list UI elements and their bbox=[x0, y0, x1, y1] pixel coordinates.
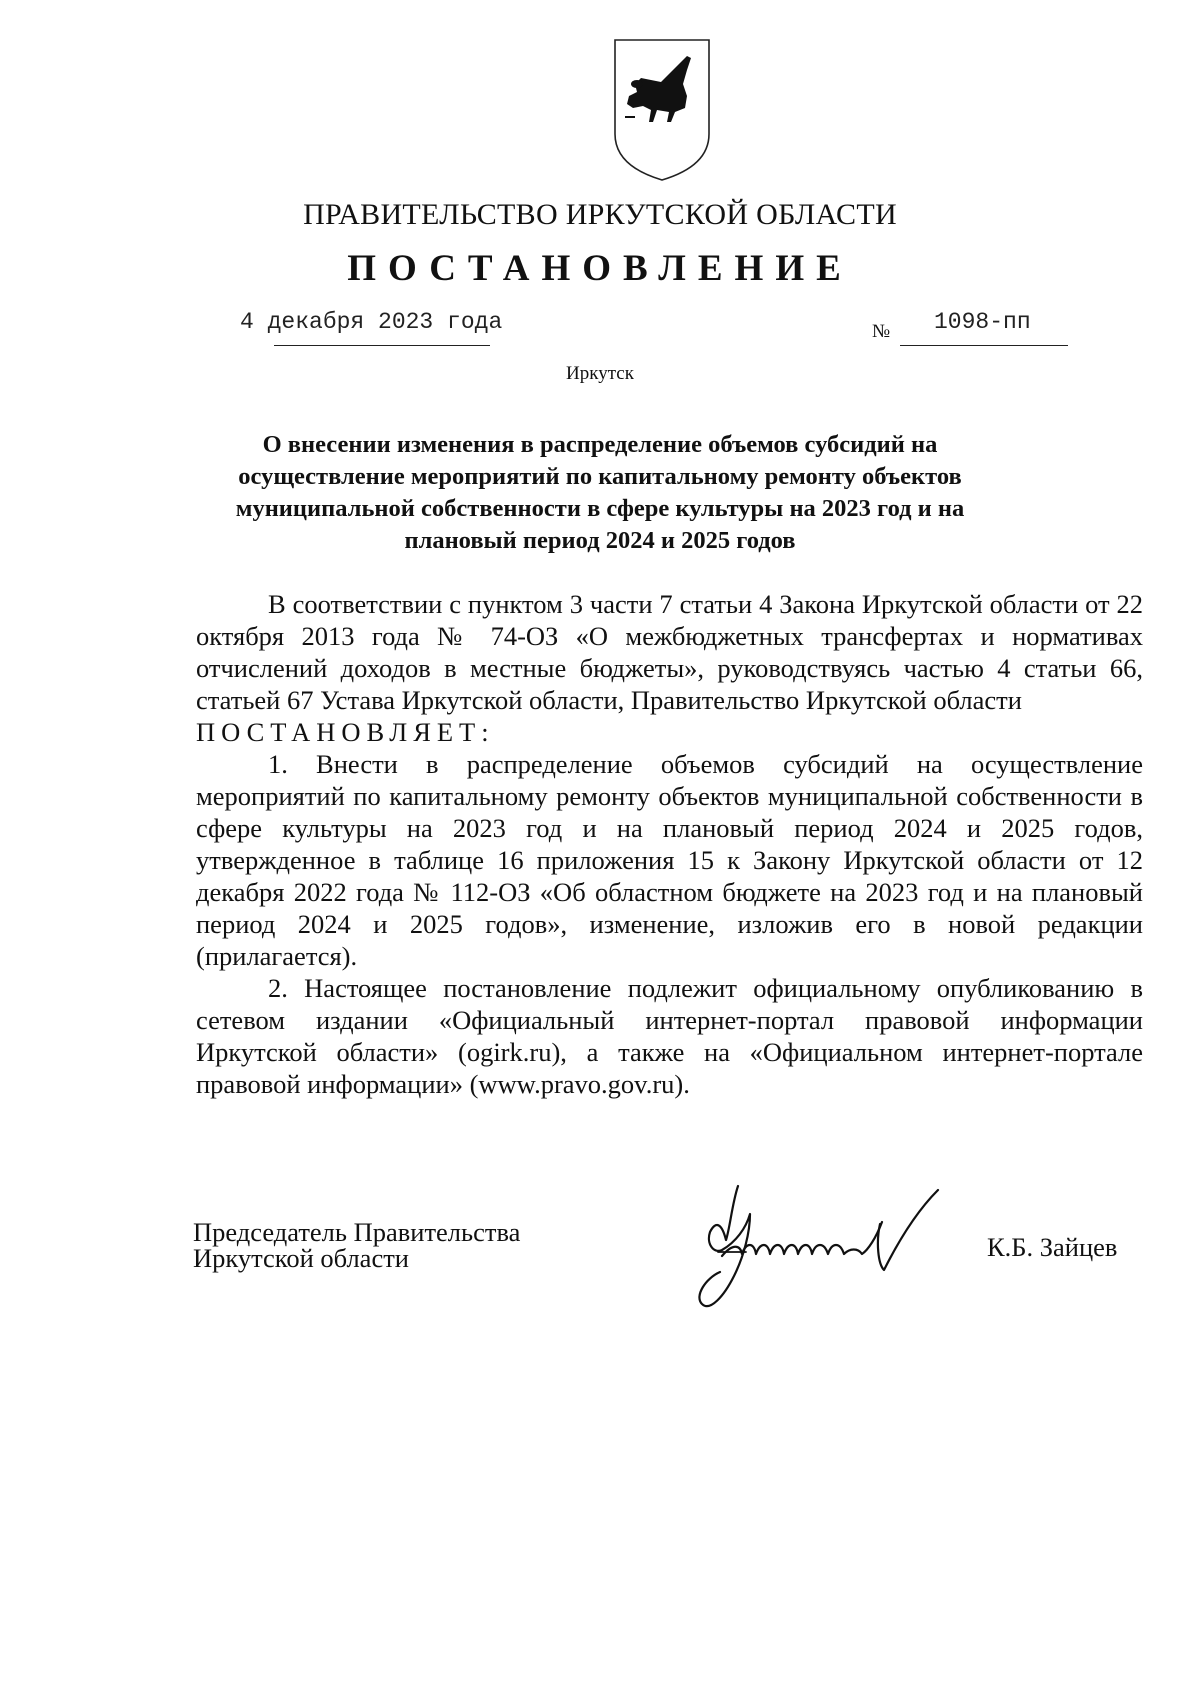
signatory-name: К.Б. Зайцев bbox=[987, 1232, 1118, 1262]
date-text: 4 декабря 2023 года bbox=[240, 309, 503, 335]
document-date bbox=[240, 309, 502, 335]
coat-of-arms-icon bbox=[613, 38, 711, 182]
document-type: ПОСТАНОВЛЕНИЕ bbox=[347, 248, 853, 289]
document-title: О внесении изменения в распределение объемов субсидий на осуществление мероприятий по капитальному ремонту объектов муниципальной собственности в сфере культуры на 2023 год и на плановый период 2024 и 2025 годов bbox=[235, 431, 965, 554]
resolves-heading: ПОСТАНОВЛЯЕТ: bbox=[196, 717, 495, 747]
number-underline bbox=[900, 345, 1068, 346]
handwritten-signature bbox=[692, 1180, 952, 1330]
item-2-paragraph: 2. Настоящее постановление подлежит официальному опубликованию в сетевом издании «Официальный интернет-портал правовой информации Иркутской области» (ogirk.ru), а также на «Официальном интернет-портале правовой информации» (www.pravo.gov.ru). bbox=[196, 973, 1143, 1099]
number-text: 1098-пп bbox=[934, 309, 1031, 335]
document-body bbox=[196, 588, 1143, 1100]
city-name: Иркутск bbox=[566, 363, 634, 384]
number-sign: № bbox=[872, 321, 891, 342]
date-underline bbox=[274, 345, 490, 346]
item-1-paragraph: 1. Внести в распределение объемов субсидий на осуществление мероприятий по капитальному ремонту объектов муниципальной собственности в сфере культуры на 2023 год и на плановый период 2024 и 2025 годов, утвержденное в таблице 16 приложения 15 к Закону Иркутской области от 12 декабря 2022 года № 112-ОЗ «Об областном бюджете на 2023 год и на плановый период 2024 и 2025 годов», изменение, изложив его в новой редакции (прилагается). bbox=[196, 749, 1143, 971]
position-line-2: Иркутской области bbox=[193, 1243, 409, 1273]
preamble-paragraph: В соответствии с пунктом 3 части 7 статьи 4 Закона Иркутской области от 22 октября 2013 года № 74-ОЗ «О межбюджетных трансфертах и нормативах отчислений доходов в местные бюджеты», руководствуясь частью 4 статьи 66, статьей 67 Устава Иркутской области, Правительство Иркутской области bbox=[196, 589, 1143, 715]
position-line-1: Председатель Правительства bbox=[193, 1217, 521, 1247]
government-name: ПРАВИТЕЛЬСТВО ИРКУТСКОЙ ОБЛАСТИ bbox=[303, 198, 897, 231]
signatory-position bbox=[193, 1219, 520, 1271]
